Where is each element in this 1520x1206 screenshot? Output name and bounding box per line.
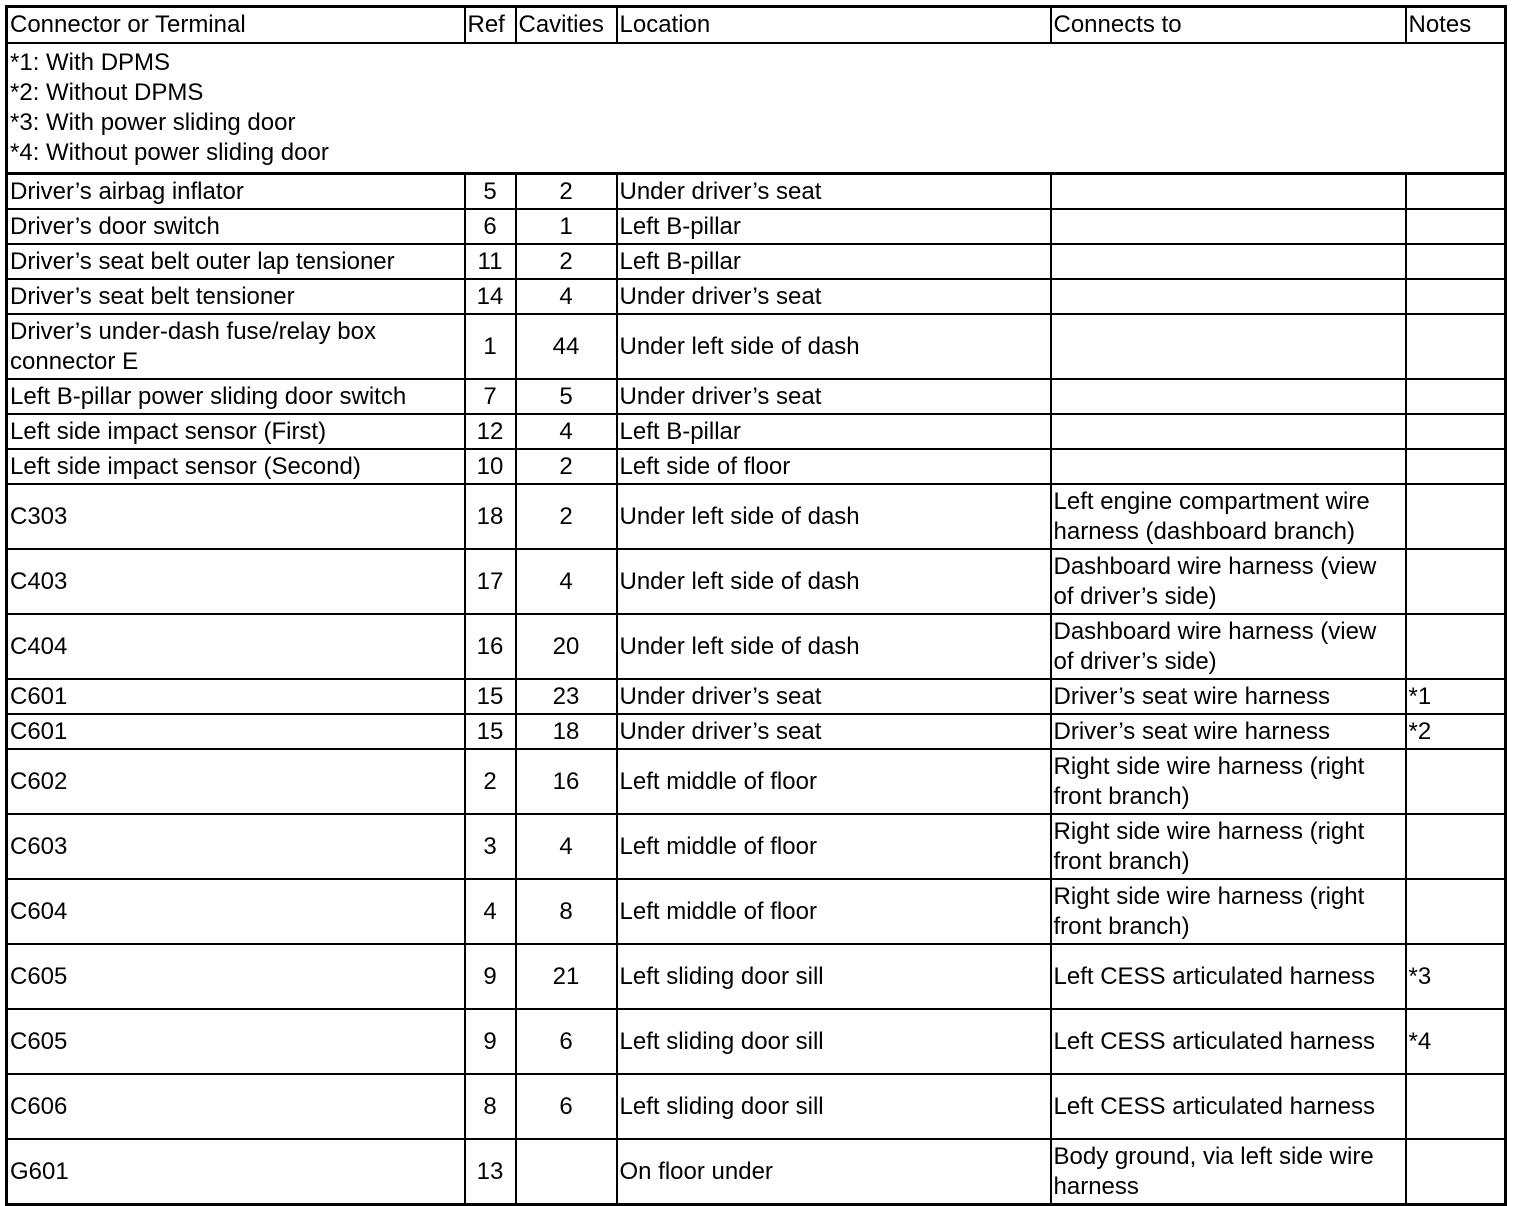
table-row <box>7 944 1506 1009</box>
cell-cavities: 2 <box>516 449 617 484</box>
cell-location: Left side of floor <box>617 449 1051 484</box>
cell-notes <box>1406 449 1506 484</box>
cell-ref: 5 <box>465 174 516 210</box>
cell-connector: C601 <box>7 679 465 714</box>
cell-location: Left sliding door sill <box>617 1009 1051 1074</box>
cell-cavities: 18 <box>516 714 617 749</box>
cell-ref: 6 <box>465 209 516 244</box>
cell-cavities: 16 <box>516 749 617 814</box>
table-row <box>7 879 1506 944</box>
cell-connector: G601 <box>7 1139 465 1205</box>
cell-connector: Left side impact sensor (Second) <box>7 449 465 484</box>
legend-item: *1: With DPMS <box>10 49 171 76</box>
cell-ref: 12 <box>465 414 516 449</box>
table-body <box>7 43 1506 1205</box>
cell-connector: Driver’s door switch <box>7 209 465 244</box>
cell-cavities: 1 <box>516 209 617 244</box>
cell-connects-to: Right side wire harness (right front branch) <box>1051 814 1406 879</box>
cell-connects-to: Left engine compartment wire harness (dashboard branch) <box>1051 484 1406 549</box>
table-row <box>7 614 1506 679</box>
header-location: Location <box>617 7 1051 44</box>
cell-ref: 9 <box>465 944 516 1009</box>
cell-connector: C404 <box>7 614 465 679</box>
table-row <box>7 314 1506 379</box>
connector-table-wrapper <box>5 5 1507 1206</box>
table-row <box>7 379 1506 414</box>
cell-ref: 14 <box>465 279 516 314</box>
cell-connects-to: Dashboard wire harness (view of driver’s side) <box>1051 549 1406 614</box>
cell-notes <box>1406 749 1506 814</box>
cell-connects-to <box>1051 414 1406 449</box>
cell-ref: 2 <box>465 749 516 814</box>
cell-connector: Driver’s airbag inflator <box>7 174 465 210</box>
header-ref: Ref <box>465 7 516 44</box>
cell-location: Under left side of dash <box>617 314 1051 379</box>
cell-location: Under driver’s seat <box>617 714 1051 749</box>
table-row <box>7 449 1506 484</box>
cell-cavities: 4 <box>516 814 617 879</box>
cell-ref: 17 <box>465 549 516 614</box>
cell-connector: C606 <box>7 1074 465 1139</box>
cell-location: Under left side of dash <box>617 614 1051 679</box>
cell-ref: 4 <box>465 879 516 944</box>
legend-cell <box>7 43 1506 174</box>
table-row <box>7 1074 1506 1139</box>
table-row <box>7 1009 1506 1074</box>
cell-ref: 10 <box>465 449 516 484</box>
cell-location: Left B-pillar <box>617 414 1051 449</box>
cell-connects-to <box>1051 244 1406 279</box>
cell-notes: *1 <box>1406 679 1506 714</box>
cell-notes: *3 <box>1406 944 1506 1009</box>
cell-ref: 18 <box>465 484 516 549</box>
cell-connects-to: Left CESS articulated harness <box>1051 1009 1406 1074</box>
cell-notes: *4 <box>1406 1009 1506 1074</box>
cell-connector: C605 <box>7 1009 465 1074</box>
cell-notes <box>1406 174 1506 210</box>
header-notes: Notes <box>1406 7 1506 44</box>
legend-item: *4: Without power sliding door <box>10 139 329 166</box>
cell-location: Left B-pillar <box>617 209 1051 244</box>
cell-cavities: 4 <box>516 414 617 449</box>
cell-connects-to: Driver’s seat wire harness <box>1051 679 1406 714</box>
cell-notes <box>1406 314 1506 379</box>
legend-item: *3: With power sliding door <box>10 109 296 136</box>
cell-cavities: 21 <box>516 944 617 1009</box>
cell-cavities: 8 <box>516 879 617 944</box>
cell-connector: Left B-pillar power sliding door switch <box>7 379 465 414</box>
cell-cavities: 4 <box>516 279 617 314</box>
cell-cavities: 2 <box>516 174 617 210</box>
cell-connects-to <box>1051 279 1406 314</box>
cell-ref: 7 <box>465 379 516 414</box>
cell-connector: C603 <box>7 814 465 879</box>
cell-notes: *2 <box>1406 714 1506 749</box>
cell-notes <box>1406 1139 1506 1205</box>
cell-connects-to <box>1051 449 1406 484</box>
cell-cavities <box>516 1139 617 1205</box>
cell-connector: C605 <box>7 944 465 1009</box>
cell-location: Left middle of floor <box>617 879 1051 944</box>
table-row <box>7 484 1506 549</box>
cell-cavities: 5 <box>516 379 617 414</box>
cell-connects-to <box>1051 314 1406 379</box>
cell-cavities: 23 <box>516 679 617 714</box>
cell-location: Under left side of dash <box>617 484 1051 549</box>
table-row <box>7 279 1506 314</box>
cell-ref: 16 <box>465 614 516 679</box>
header-connector: Connector or Terminal <box>7 7 465 44</box>
cell-notes <box>1406 414 1506 449</box>
cell-connector: Driver’s seat belt outer lap tensioner <box>7 244 465 279</box>
cell-ref: 15 <box>465 714 516 749</box>
cell-notes <box>1406 879 1506 944</box>
table-row <box>7 714 1506 749</box>
connector-table <box>5 5 1507 1206</box>
cell-ref: 9 <box>465 1009 516 1074</box>
cell-connects-to: Right side wire harness (right front branch) <box>1051 749 1406 814</box>
table-row <box>7 414 1506 449</box>
cell-connector: C604 <box>7 879 465 944</box>
cell-location: Under driver’s seat <box>617 679 1051 714</box>
cell-notes <box>1406 379 1506 414</box>
cell-notes <box>1406 484 1506 549</box>
cell-connects-to: Body ground, via left side wire harness <box>1051 1139 1406 1205</box>
table-row <box>7 549 1506 614</box>
cell-connects-to <box>1051 174 1406 210</box>
cell-connector: Driver’s seat belt tensioner <box>7 279 465 314</box>
cell-connector: C303 <box>7 484 465 549</box>
cell-notes <box>1406 814 1506 879</box>
table-row <box>7 174 1506 210</box>
header-cavities: Cavities <box>516 7 617 44</box>
table-row <box>7 1139 1506 1205</box>
cell-ref: 8 <box>465 1074 516 1139</box>
cell-ref: 3 <box>465 814 516 879</box>
cell-connects-to: Driver’s seat wire harness <box>1051 714 1406 749</box>
cell-cavities: 2 <box>516 484 617 549</box>
table-header-row <box>7 7 1506 44</box>
cell-ref: 15 <box>465 679 516 714</box>
cell-location: Under driver’s seat <box>617 279 1051 314</box>
table-row <box>7 209 1506 244</box>
cell-connects-to: Dashboard wire harness (view of driver’s side) <box>1051 614 1406 679</box>
cell-notes <box>1406 1074 1506 1139</box>
cell-cavities: 44 <box>516 314 617 379</box>
cell-ref: 1 <box>465 314 516 379</box>
cell-ref: 11 <box>465 244 516 279</box>
header-connects-to: Connects to <box>1051 7 1406 44</box>
cell-location: Under driver’s seat <box>617 379 1051 414</box>
cell-notes <box>1406 549 1506 614</box>
cell-cavities: 2 <box>516 244 617 279</box>
cell-connects-to <box>1051 379 1406 414</box>
cell-cavities: 6 <box>516 1009 617 1074</box>
cell-notes <box>1406 279 1506 314</box>
cell-connects-to: Left CESS articulated harness <box>1051 944 1406 1009</box>
cell-cavities: 4 <box>516 549 617 614</box>
table-row <box>7 679 1506 714</box>
cell-connector: C602 <box>7 749 465 814</box>
cell-connector: Left side impact sensor (First) <box>7 414 465 449</box>
cell-cavities: 6 <box>516 1074 617 1139</box>
cell-ref: 13 <box>465 1139 516 1205</box>
cell-cavities: 20 <box>516 614 617 679</box>
cell-connector: Driver’s under-dash fuse/relay box connector E <box>7 314 465 379</box>
cell-location: Under driver’s seat <box>617 174 1051 210</box>
cell-location: Left middle of floor <box>617 749 1051 814</box>
cell-connects-to <box>1051 209 1406 244</box>
legend-item: *2: Without DPMS <box>10 79 204 106</box>
table-row <box>7 244 1506 279</box>
cell-location: Left sliding door sill <box>617 944 1051 1009</box>
cell-notes <box>1406 614 1506 679</box>
cell-connects-to: Right side wire harness (right front branch) <box>1051 879 1406 944</box>
cell-notes <box>1406 209 1506 244</box>
cell-connector: C403 <box>7 549 465 614</box>
table-row <box>7 814 1506 879</box>
cell-connects-to: Left CESS articulated harness <box>1051 1074 1406 1139</box>
cell-notes <box>1406 244 1506 279</box>
cell-location: Left sliding door sill <box>617 1074 1051 1139</box>
table-row <box>7 749 1506 814</box>
cell-location: Left B-pillar <box>617 244 1051 279</box>
legend-row <box>7 43 1506 174</box>
cell-location: Under left side of dash <box>617 549 1051 614</box>
cell-connector: C601 <box>7 714 465 749</box>
cell-location: On floor under <box>617 1139 1051 1205</box>
cell-location: Left middle of floor <box>617 814 1051 879</box>
